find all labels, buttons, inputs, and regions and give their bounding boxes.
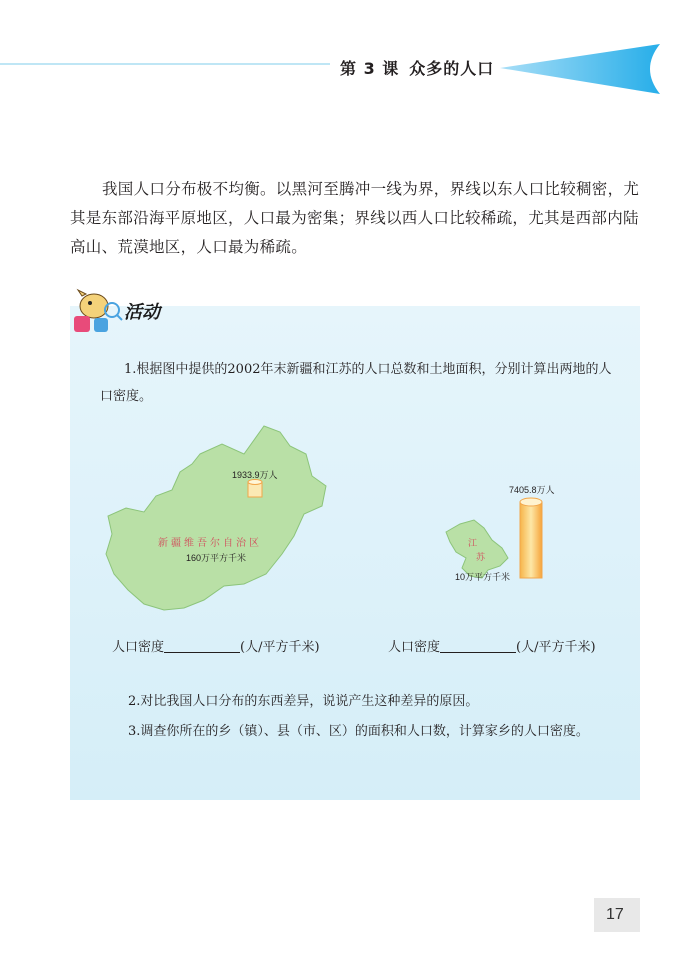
xinjiang-map: [104, 424, 334, 614]
jiangsu-density-blank[interactable]: [440, 640, 516, 653]
xinjiang-population: 1933.9万人: [232, 470, 278, 480]
xinjiang-density-row: [112, 636, 320, 655]
header-rule: [0, 63, 330, 65]
jiangsu-name-line2: 苏: [476, 553, 486, 563]
xinjiang-density-blank[interactable]: [164, 640, 240, 653]
question-2: 2.对比我国人口分布的东西差异，说说产生这种差异的原因。: [128, 694, 479, 709]
jiangsu-density-row: [388, 636, 596, 655]
xinjiang-name: 新疆维吾尔自治区: [158, 538, 262, 549]
density-unit: (人/平方千米): [240, 640, 320, 655]
jiangsu-area: 10万平方千米: [455, 572, 511, 582]
question-1: 1.根据图中提供的2002年末新疆和江苏的人口总数和土地面积，分别计算出两地的人口密度。: [100, 362, 612, 404]
jiangsu-population: 7405.8万人: [509, 485, 555, 495]
lesson-heading: [340, 56, 494, 79]
density-unit: (人/平方千米): [516, 640, 596, 655]
mascot-icon: [68, 288, 124, 340]
density-label: 人口密度: [112, 640, 165, 655]
page-number: 17: [606, 906, 624, 923]
jiangsu-name-line1: 江: [468, 539, 478, 549]
header-wedge-decoration: [500, 44, 660, 94]
intro-paragraph: 我国人口分布极不均衡。以黑河至腾冲一线为界，界线以东人口比较稠密，尤其是东部沿海平原地区，人口最为密集；界线以西人口比较稀疏，尤其是西部内陆高山、荒漠地区，人口最为稀疏。: [70, 180, 640, 256]
lesson-title: 众多的人口: [409, 59, 495, 78]
jiangsu-population-bar: [518, 496, 544, 580]
xinjiang-area: 160万平方千米: [186, 553, 247, 563]
xinjiang-population-bar: [247, 478, 263, 498]
activity-title: 活动: [124, 302, 160, 323]
question-3: 3.调查你所在的乡（镇）、县（市、区）的面积和人口数，计算家乡的人口密度。: [128, 724, 589, 739]
density-label: 人口密度: [388, 640, 441, 655]
lesson-number: 第 3 课: [340, 59, 400, 78]
